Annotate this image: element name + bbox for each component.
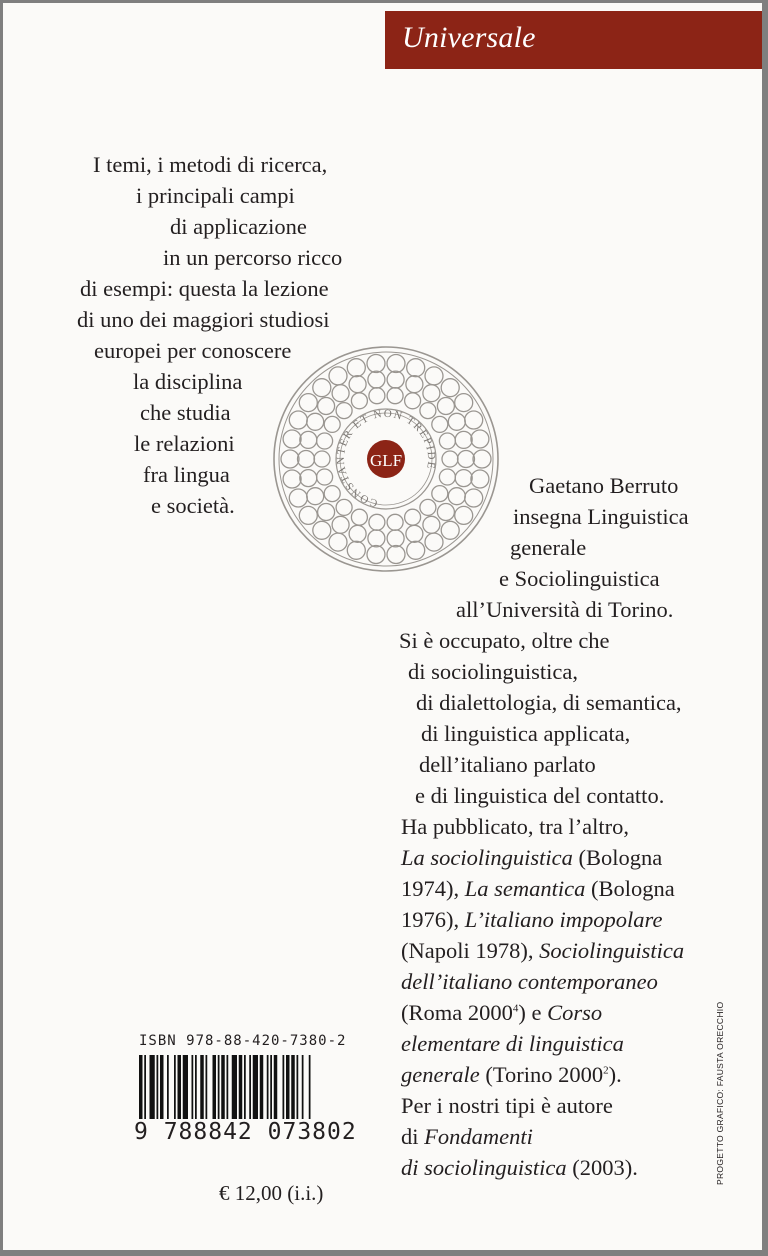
blurb-line: e società.: [151, 493, 235, 518]
barcode-bar: [213, 1055, 217, 1119]
seal-knot-loop: [332, 385, 349, 402]
seal-knot-loop: [283, 470, 301, 488]
seal-knot-loop: [351, 393, 367, 409]
barcode-bar: [232, 1055, 237, 1119]
seal-knot-loop: [458, 451, 475, 468]
bio-line: dell’italiano contemporaneo: [401, 969, 658, 994]
bio-text: di: [401, 1124, 425, 1149]
seal-knot-loop: [351, 509, 367, 525]
seal-knot-loop: [406, 376, 423, 393]
barcode-bar: [244, 1055, 246, 1119]
book-title: La semantica: [464, 876, 586, 901]
seal-knot-loop: [407, 541, 425, 559]
seal-knot-loop: [349, 525, 366, 542]
seal-knot-loop: [298, 451, 315, 468]
seal-knot-loop: [347, 541, 365, 559]
seal-knot-loop: [439, 433, 455, 449]
seal-knot-loop: [465, 411, 483, 429]
blurb-line: di uno dei maggiori studiosi: [77, 307, 330, 332]
bio-line: generale: [510, 535, 587, 560]
seal-knot-loop: [441, 521, 459, 539]
barcode-bar: [139, 1055, 143, 1119]
bio-line: di dialettologia, di semantica,: [416, 690, 682, 715]
seal-knot-loop: [324, 486, 340, 502]
bio-line: all’Università di Torino.: [456, 597, 674, 622]
seal-knot-loop: [387, 355, 405, 373]
blurb-line: in un percorso ricco: [163, 245, 343, 270]
seal-knot-loop: [317, 433, 333, 449]
barcode-bar: [302, 1055, 304, 1119]
barcode-bar: [291, 1055, 295, 1119]
bio-line: e di linguistica del contatto.: [415, 783, 665, 808]
blurb-line: i principali campi: [136, 183, 295, 208]
seal-knot-loop: [318, 504, 335, 521]
bio-line: [401, 1064, 622, 1087]
edition-superscript: 4: [512, 1002, 519, 1015]
seal-knot-loop: [473, 450, 491, 468]
barcode-bar: [150, 1055, 155, 1119]
bio-line: [401, 1126, 533, 1149]
seal-knot-loop: [324, 416, 340, 432]
barcode-bar: [206, 1055, 208, 1119]
seal-knot-loop: [329, 533, 347, 551]
series-band: [385, 11, 762, 69]
seal-knot-loop: [281, 450, 299, 468]
bio-line: di sociolinguistica,: [408, 659, 578, 684]
barcode-bar: [260, 1055, 264, 1119]
seal-knot-loop: [471, 470, 489, 488]
bio-line: elementare di linguistica: [401, 1031, 624, 1056]
seal-knot-loop: [387, 514, 403, 530]
price-label: € 12,00 (i.i.): [219, 1181, 324, 1205]
seal-knot-loop: [432, 416, 448, 432]
book-title: Corso: [547, 1000, 603, 1025]
seal-knot-loop: [437, 398, 454, 415]
seal-knot-loop: [420, 403, 436, 419]
seal-knot-loop: [465, 489, 483, 507]
barcode-bar: [167, 1055, 169, 1119]
seal-knot-loop: [332, 516, 349, 533]
book-back-cover: [3, 3, 762, 1250]
edition-superscript: 2: [603, 1064, 609, 1077]
barcode-bar: [174, 1055, 176, 1119]
seal-knot-loop: [387, 530, 404, 547]
seal-knot-loop: [423, 516, 440, 533]
seal-knot-loop: [455, 470, 472, 487]
seal-knot-loop: [455, 506, 473, 524]
seal-knot-loop: [300, 470, 317, 487]
seal-knot-loop: [439, 469, 455, 485]
barcode-bar: [144, 1055, 146, 1119]
seal-knot-loop: [407, 359, 425, 377]
seal-knot-loop: [455, 394, 473, 412]
bio-line: [401, 909, 662, 932]
seal-knot-loop: [367, 546, 385, 564]
seal-knot-loop: [406, 525, 423, 542]
seal-knot-loop: [437, 504, 454, 521]
bio-line: dell’italiano parlato: [419, 752, 596, 777]
seal-knot-loop: [349, 376, 366, 393]
bio-line: Si è occupato, oltre che: [399, 628, 610, 653]
blurb-line: fra lingua: [143, 462, 230, 487]
barcode-bar: [200, 1055, 204, 1119]
seal-motto: CONSTANTER ET NON TREPIDE: [334, 407, 438, 510]
seal-knot-loop: [368, 371, 385, 388]
seal-knot-loop: [313, 521, 331, 539]
seal-knot-loop: [318, 398, 335, 415]
book-title: di sociolinguistica: [401, 1155, 567, 1180]
bio-text: 1974),: [401, 876, 465, 901]
isbn-barcode: [134, 1033, 370, 1148]
bio-line: di linguistica applicata,: [421, 721, 631, 746]
barcode-bar: [297, 1055, 299, 1119]
seal-monogram: GLF: [369, 451, 403, 470]
bio-text: (Roma 2000: [401, 1000, 513, 1025]
seal-knot-loop: [368, 530, 385, 547]
blurb-line: che studia: [140, 400, 231, 425]
seal-knot-loop: [425, 367, 443, 385]
bio-text: (2003).: [566, 1155, 638, 1180]
seal-knot-loop: [405, 393, 421, 409]
seal-knot-loop: [369, 388, 385, 404]
barcode-bar: [157, 1055, 159, 1119]
blurb-line: europei per conoscere: [94, 338, 292, 363]
barcode-bar: [286, 1055, 290, 1119]
bio-line: [401, 940, 684, 963]
seal-knot-loop: [347, 359, 365, 377]
bio-text: (Torino 2000: [479, 1062, 604, 1087]
blurb-line: la disciplina: [133, 369, 243, 394]
barcode-bar: [274, 1055, 278, 1119]
barcode-bar: [218, 1055, 220, 1119]
seal-knot-loop: [387, 546, 405, 564]
book-title: L’italiano impopolare: [464, 907, 663, 932]
series-label: Universale: [402, 21, 536, 54]
seal-knot-loop: [369, 514, 385, 530]
design-credit: PROGETTO GRAFICO: FAUSTA ORECCHIO: [715, 1001, 725, 1185]
barcode-bar: [221, 1055, 225, 1119]
publisher-seal-logo: [273, 346, 499, 572]
barcode-bar: [178, 1055, 182, 1119]
bio-text: (Bologna: [585, 876, 675, 901]
bio-text: 1976),: [401, 907, 465, 932]
seal-knot-loop: [299, 506, 317, 524]
barcode-bar: [309, 1055, 311, 1119]
barcode-bars: [139, 1055, 367, 1119]
blurb-line: di applicazione: [170, 214, 307, 239]
seal-knot-loop: [442, 451, 458, 467]
seal-knot-loop: [299, 394, 317, 412]
seal-knot-loop: [367, 355, 385, 373]
blurb-line: le relazioni: [134, 431, 235, 456]
seal-knot-loop: [441, 379, 459, 397]
isbn-text: ISBN 978-88-420-7380-2: [139, 1033, 347, 1049]
seal-knot-loop: [314, 451, 330, 467]
bio-text: (Napoli 1978),: [401, 938, 540, 963]
barcode-bar: [239, 1055, 243, 1119]
bio-line: [401, 1157, 638, 1180]
barcode-bar: [253, 1055, 258, 1119]
seal-knot-loop: [471, 430, 489, 448]
seal-knot-loop: [289, 411, 307, 429]
seal-knot-loop: [405, 509, 421, 525]
seal-knot-loop: [283, 430, 301, 448]
seal-knot-loop: [448, 488, 465, 505]
seal-knot-loop: [423, 385, 440, 402]
book-title: generale: [401, 1062, 480, 1087]
seal-knot-loop: [425, 533, 443, 551]
bio-line: [401, 878, 675, 901]
seal-knot-loop: [300, 431, 317, 448]
barcode-bar: [183, 1055, 188, 1119]
barcode-bar: [283, 1055, 285, 1119]
bio-line: Gaetano Berruto: [529, 473, 679, 498]
barcode-bar: [192, 1055, 194, 1119]
seal-knot-loop: [336, 499, 352, 515]
book-title: Sociolinguistica: [539, 938, 685, 963]
barcode-bar: [267, 1055, 269, 1119]
barcode-bar: [227, 1055, 229, 1119]
seal-knot-loop: [336, 403, 352, 419]
seal-knot-loop: [387, 371, 404, 388]
seal-knot-loop: [329, 367, 347, 385]
bio-text: ).: [608, 1062, 622, 1087]
seal-knot-loop: [432, 486, 448, 502]
bio-line: [401, 1002, 602, 1025]
book-title: La sociolinguistica: [401, 845, 573, 870]
bio-line: Per i nostri tipi è autore: [401, 1093, 613, 1118]
bio-line: insegna Linguistica: [513, 504, 689, 529]
barcode-bar: [160, 1055, 164, 1119]
blurb-line: I temi, i metodi di ricerca,: [93, 152, 328, 177]
seal-knot-loop: [307, 488, 324, 505]
seal-knot-loop: [420, 499, 436, 515]
seal-knot-loop: [455, 431, 472, 448]
seal-knot-loop: [313, 379, 331, 397]
bio-line: e Sociolinguistica: [499, 566, 660, 591]
bio-line: [401, 847, 662, 870]
barcode-bar: [270, 1055, 272, 1119]
seal-knot-loop: [289, 489, 307, 507]
barcode-bar: [195, 1055, 197, 1119]
bio-text: ) e: [518, 1000, 548, 1025]
seal-knot-loop: [387, 388, 403, 404]
seal-knot-loop: [317, 469, 333, 485]
seal-knot-loop: [448, 413, 465, 430]
book-title: Fondamenti: [424, 1124, 533, 1149]
bio-text: (Bologna: [572, 845, 663, 870]
ean-digits: 9 788842 073802: [134, 1119, 357, 1145]
blurb-line: di esempi: questa la lezione: [80, 276, 329, 301]
barcode-bar: [249, 1055, 251, 1119]
bio-line: Ha pubblicato, tra l’altro,: [401, 814, 630, 839]
seal-knot-loop: [307, 413, 324, 430]
